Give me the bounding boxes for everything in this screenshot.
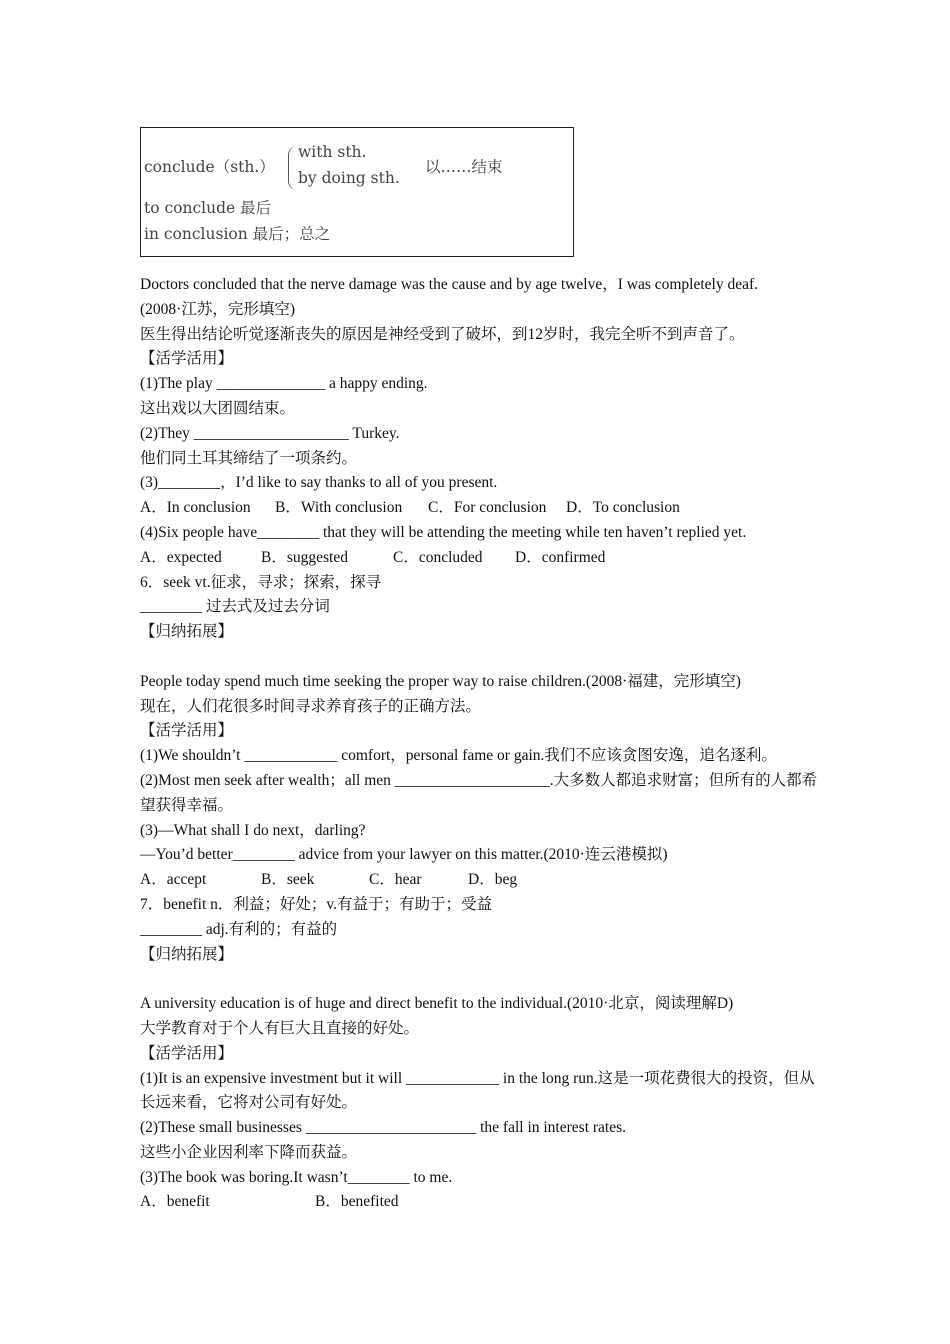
option: D．To conclusion: [566, 499, 680, 517]
option: C．For conclusion: [428, 499, 547, 517]
s5-q1-cn: 这出戏以大团圆结束。: [140, 399, 296, 417]
option: B．benefited: [315, 1193, 399, 1211]
option: C．hear: [369, 871, 422, 889]
s6-example: People today spend much time seeking the proper way to raise children.(2008·福建，完形填空): [140, 672, 741, 690]
s7-expand-heading: 【归纳拓展】: [140, 945, 234, 963]
option: D．confirmed: [515, 548, 606, 566]
s6-practice-heading: 【活学活用】: [140, 722, 234, 740]
s5-q3-options: [140, 496, 820, 521]
option: D．beg: [468, 871, 518, 889]
s5-example-en: Doctors concluded that the nerve damage was the cause and by age twelve，I was completely deaf.: [140, 276, 759, 293]
s5-q3: (3)________，I’d like to say thanks to all of you present.: [140, 474, 498, 492]
box-conclude: conclude（sth.）: [144, 158, 275, 176]
conclude-phrase-box: [140, 127, 574, 257]
option: B．seek: [261, 871, 315, 889]
document-page: [140, 127, 820, 1215]
s6-q1: (1)We shouldn’t ____________ comfort，personal fame or gain.我们不应该贪图安逸，追名逐利。: [140, 747, 777, 765]
s7-heading: 7．benefit n．利益；好处；v.有益于；有助于；受益: [140, 895, 493, 913]
s7-q3: (3)The book was boring.It wasn’t________ to me.: [140, 1168, 453, 1186]
s7-example: A university education is of huge and direct benefit to the individual.(2010·北京，阅读理解D): [140, 995, 734, 1013]
s7-q3-options: [140, 1190, 820, 1215]
box-meaning: 以……结束: [425, 158, 503, 176]
brace-icon: [288, 146, 297, 190]
s5-q2-cn: 他们同土耳其缔结了一项条约。: [140, 449, 358, 467]
s7-q2-cn: 这些小企业因利率下降而获益。: [140, 1143, 358, 1161]
s5-q2: (2)They ____________________ Turkey.: [140, 424, 400, 442]
s6-q3-answer: —You’d better________ advice from your lawyer on this matter.(2010·连云港模拟): [140, 846, 668, 864]
box-in-conclusion: in conclusion 最后；总之: [144, 225, 331, 243]
box-with: with sth.: [298, 143, 367, 161]
s5-q4-options: [140, 546, 820, 571]
option: A．benefit: [140, 1193, 210, 1211]
content-lines: [140, 273, 820, 1215]
option: A．expected: [140, 548, 222, 566]
s6-q3-options: [140, 868, 820, 893]
spacer: [140, 645, 820, 670]
option: A．accept: [140, 871, 207, 889]
box-to-conclude: to conclude 最后: [144, 199, 272, 217]
s6-q2: (2)Most men seek after wealth；all men ____________________.大多数人都追求财富；但所有的人都希望获得幸福。: [140, 771, 818, 814]
option: C．concluded: [393, 548, 483, 566]
s5-q1: (1)The play ______________ a happy ending.: [140, 375, 428, 393]
s6-q3-question: (3)—What shall I do next，darling?: [140, 821, 366, 839]
option: A．In conclusion: [140, 499, 251, 517]
s7-practice-heading: 【活学活用】: [140, 1044, 234, 1062]
spacer: [140, 967, 820, 992]
s5-example-cn: 医生得出结论听觉逐渐丧失的原因是神经受到了破坏，到12岁时，我完全听不到声音了。: [140, 325, 745, 343]
s5-q4: (4)Six people have________ that they will be attending the meeting while ten haven’t replied yet.: [140, 523, 747, 541]
s5-source: (2008·江苏，完形填空): [140, 300, 295, 318]
s6-expand-heading: 【归纳拓展】: [140, 623, 234, 641]
s6-example-cn: 现在，人们花很多时间寻求养育孩子的正确方法。: [140, 697, 482, 715]
option: B．suggested: [261, 548, 348, 566]
s6-blank: ________ 过去式及过去分词: [140, 598, 330, 616]
s7-q1: (1)It is an expensive investment but it will ____________ in the long run.这是一项花费很大的投资，但从长远来看，它将对公司有好处。: [140, 1069, 815, 1112]
s7-blank: ________ adj.有利的；有益的: [140, 920, 338, 938]
s5-practice-heading: 【活学活用】: [140, 350, 234, 368]
option: B．With conclusion: [275, 499, 403, 517]
box-by: by doing sth.: [298, 169, 400, 187]
s7-example-cn: 大学教育对于个人有巨大且直接的好处。: [140, 1019, 420, 1037]
s6-heading: 6．seek vt.征求，寻求；探索，探寻: [140, 573, 382, 591]
s7-q2: (2)These small businesses ______________________ the fall in interest rates.: [140, 1119, 627, 1137]
